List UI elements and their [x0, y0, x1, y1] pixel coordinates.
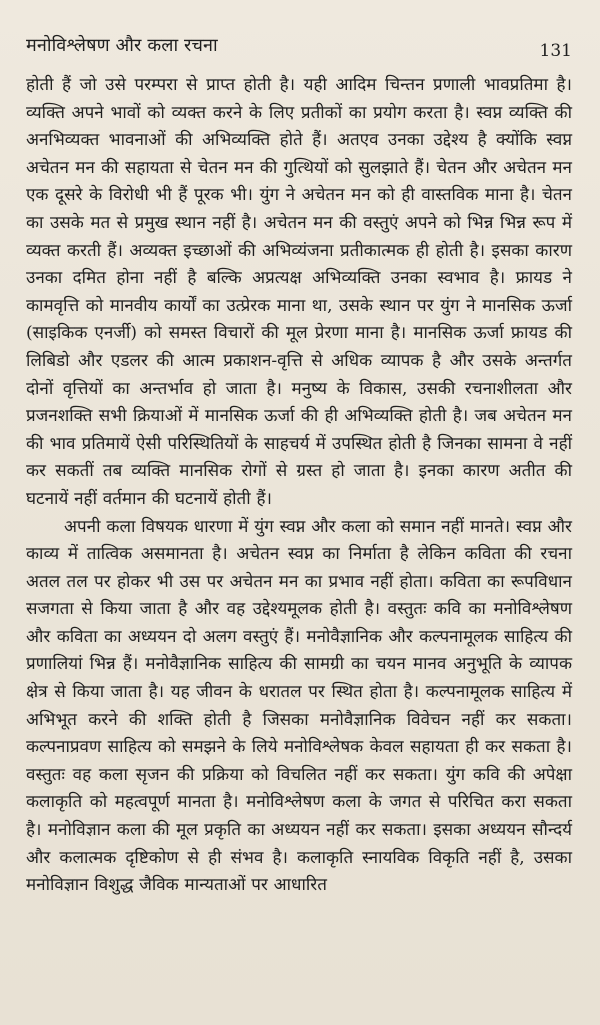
main-text: [26, 72, 572, 900]
page-number: 131: [539, 41, 572, 61]
page-header: [26, 0, 572, 61]
running-title: मनोविश्लेषण और कला रचना: [26, 35, 218, 56]
paragraph-2: अपनी कला विषयक धारणा में युंग स्वप्न और कला को समान नहीं मानते। स्वप्न और काव्य में तात्विक असमानता है। अचेतन स्वप्न का निर्माता है लेकिन कविता की रचना अतल तल पर होकर भी उस पर अचेतन मन का प्रभाव नहीं होता। कविता का रूपविधान सजगता से किया जाता है और वह उद्देश्यमूलक होती है। वस्तुतः कवि का मनोविश्लेषण और कविता का अध्ययन दो अलग वस्तुएं हैं। मनोवैज्ञानिक और कल्पनामूलक साहित्य की प्रणालियां भिन्न हैं। मनोवैज्ञानिक साहित्य की सामग्री का चयन मानव अनुभूति के व्यापक क्षेत्र से किया जाता है। यह जीवन के धरातल पर स्थित होता है। कल्पनामूलक साहित्य में अभिभूत करने की शक्ति होती है जिसका मनोवैज्ञानिक विवेचन नहीं कर सकता। कल्पनाप्रवण साहित्य को समझने के लिये मनोविश्लेषक केवल सहायता ही कर सकता है। वस्तुतः वह कला सृजन की प्रक्रिया को विचलित नहीं कर सकता। युंग कवि की अपेक्षा कलाकृति को महत्वपूर्ण मानता है। मनोविश्लेषण कला के जगत से परिचित करा सकता है। मनोविज्ञान कला की मूल प्रकृति का अध्ययन नहीं कर सकता। इसका अध्ययन सौन्दर्य और कलात्मक दृष्टिकोण से ही संभव है। कलाकृति स्नायविक विकृति नहीं है, उसका मनोविज्ञान विशुद्ध जैविक मान्यताओं पर आधारित: [26, 516, 572, 896]
paragraph-1: होती हैं जो उसे परम्परा से प्राप्त होती है। यही आदिम चिन्तन प्रणाली भावप्रतिमा है। व्यक्ति अपने भावों को व्यक्त करने के लिए प्रतीकों का प्रयोग करता है। स्वप्न व्यक्ति की अनभिव्यक्त भावनाओं की अभिव्यक्ति होते हैं। अतएव उनका उद्देश्य है क्योंकि स्वप्न अचेतन मन की सहायता से चेतन मन की गुत्थियों को सुलझाते हैं। चेतन और अचेतन मन एक दूसरे के विरोधी भी हैं पूरक भी। युंग ने अचेतन मन को ही वास्तविक माना है। चेतन का उसके मत से प्रमुख स्थान नहीं है। अचेतन मन की वस्तुएं अपने को भिन्न भिन्न रूप में व्यक्त करती हैं। अव्यक्त इच्छाओं की अभिव्यंजना प्रतीकात्मक ही होती है। इसका कारण उनका दमित होना नहीं है बल्कि अप्रत्यक्ष अभिव्यक्ति उनका स्वभाव है। फ्रायड ने कामवृत्ति को मानवीय कार्यों का उत्प्रेरक माना था, उसके स्थान पर युंग ने मानसिक ऊर्जा (साइकिक एनर्जी) को समस्त विचारों की मूल प्रेरणा माना है। मानसिक ऊर्जा फ्रायड की लिबिडो और एडलर की आत्म प्रकाशन-वृत्ति से अधिक व्यापक है और उसके अन्तर्गत दोनों वृत्तियों का अन्तर्भाव हो जाता है। मनुष्य के विकास, उसकी रचनाशीलता और प्रजनशक्ति सभी क्रियाओं में मानसिक ऊर्जा की ही अभिव्यक्ति होती है। जब अचेतन मन की भाव प्रतिमायें ऐसी परिस्थितियों के साहचर्य में उपस्थित होती है जिनका सामना वे नहीं कर सकतीं तब व्यक्ति मानसिक रोगों से ग्रस्त हो जाता है। इनका कारण अतीत की घटनायें नहीं वर्तमान की घटनायें होती हैं।: [26, 75, 572, 509]
